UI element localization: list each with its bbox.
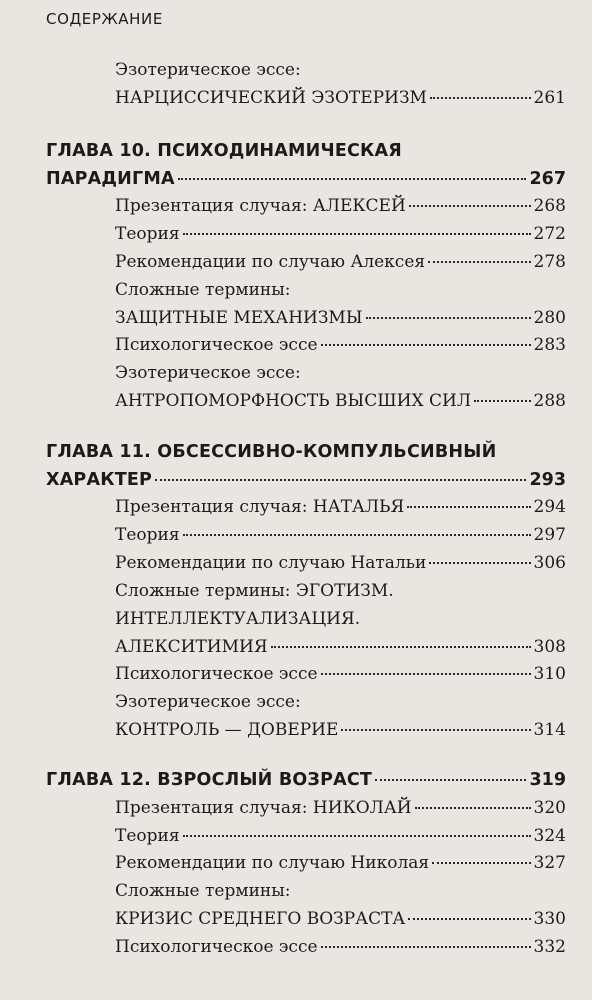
toc-entry-line <box>0 937 592 957</box>
page-number: 306 <box>533 553 566 573</box>
toc-entry-line <box>0 853 592 873</box>
page-number: 268 <box>533 196 566 216</box>
dot-leader <box>407 506 530 508</box>
toc-entry-line <box>0 525 592 545</box>
entry-title: Презентация случая: НИКОЛАЙ <box>115 798 412 818</box>
chapter-title: ХАРАКТЕР <box>46 470 153 490</box>
page-number: 293 <box>529 470 566 490</box>
page-number: 278 <box>533 252 566 272</box>
entry-title: Презентация случая: НАТАЛЬЯ <box>115 497 405 517</box>
entry-title: Эзотерическое эссе: <box>115 60 301 80</box>
entry-title: КОНТРОЛЬ — ДОВЕРИЕ <box>115 720 339 740</box>
dot-leader <box>178 178 527 180</box>
page-number: 267 <box>529 169 566 189</box>
toc-entry-line <box>0 88 592 108</box>
page-number: 288 <box>533 391 566 411</box>
toc-entry-line <box>0 335 592 355</box>
dot-leader <box>474 400 531 402</box>
toc-entry-line <box>0 391 592 411</box>
entry-title: Рекомендации по случаю Алексея <box>115 252 426 272</box>
dot-leader <box>183 233 531 235</box>
page-number: 320 <box>533 798 566 818</box>
page-number: 310 <box>533 664 566 684</box>
toc-chapter-line <box>0 770 592 790</box>
entry-title: Теория <box>115 826 180 846</box>
entry-title: Сложные термины: <box>115 280 291 300</box>
entry-title: Рекомендации по случаю Николая <box>115 853 430 873</box>
toc-chapter-line <box>0 141 592 161</box>
dot-leader <box>183 534 531 536</box>
entry-title: Эзотерическое эссе: <box>115 692 301 712</box>
page-number: 327 <box>533 853 566 873</box>
dot-leader <box>430 97 531 99</box>
page-number: 319 <box>529 770 566 790</box>
toc-entry-line <box>0 664 592 684</box>
chapter-title: ПАРАДИГМА <box>46 169 175 189</box>
toc-entry-line <box>0 252 592 272</box>
chapter-title: ГЛАВА 11. ОБСЕССИВНО-КОМПУЛЬСИВНЫЙ <box>46 442 497 462</box>
entry-title: Сложные термины: <box>115 881 291 901</box>
toc-chapter-line <box>0 470 592 490</box>
entry-title: ИНТЕЛЛЕКТУАЛИЗАЦИЯ. <box>115 609 361 629</box>
dot-leader <box>271 646 531 648</box>
page-number: 297 <box>533 525 566 545</box>
entry-title: ЗАЩИТНЫЕ МЕХАНИЗМЫ <box>115 308 363 328</box>
toc-entry-line <box>0 553 592 573</box>
entry-title: Презентация случая: АЛЕКСЕЙ <box>115 196 406 216</box>
toc-entry-line <box>0 909 592 929</box>
entry-title: Психологическое эссе <box>115 335 318 355</box>
dot-leader <box>409 205 531 207</box>
toc-entry-line <box>0 363 592 383</box>
dot-leader <box>375 779 526 781</box>
page-number: 261 <box>533 88 566 108</box>
toc-entry-line <box>0 60 592 80</box>
dot-leader <box>321 673 531 675</box>
dot-leader <box>428 261 530 263</box>
entry-title: Психологическое эссе <box>115 664 318 684</box>
toc-chapter-line <box>0 442 592 462</box>
chapter-title: ГЛАВА 12. ВЗРОСЛЫЙ ВОЗРАСТ <box>46 770 373 790</box>
entry-title: Сложные термины: ЭГОТИЗМ. <box>115 581 394 601</box>
page-number: 330 <box>533 909 566 929</box>
dot-leader <box>415 807 531 809</box>
toc-entry-line <box>0 280 592 300</box>
entry-title: Эзотерическое эссе: <box>115 363 301 383</box>
toc-entry-line <box>0 581 592 601</box>
page-number: 314 <box>533 720 566 740</box>
entry-title: Рекомендации по случаю Натальи <box>115 553 427 573</box>
entry-title: НАРЦИССИЧЕСКИЙ ЭЗОТЕРИЗМ <box>115 88 427 108</box>
toc-entry-line <box>0 826 592 846</box>
dot-leader <box>366 317 531 319</box>
dot-leader <box>408 918 530 920</box>
dot-leader <box>432 862 530 864</box>
entry-title: Теория <box>115 525 180 545</box>
dot-leader <box>341 729 530 731</box>
dot-leader <box>155 479 526 481</box>
toc-entry-line <box>0 798 592 818</box>
toc-entry-line <box>0 637 592 657</box>
toc-entry-line <box>0 881 592 901</box>
toc-entry-line <box>0 308 592 328</box>
dot-leader <box>321 344 531 346</box>
dot-leader <box>429 562 530 564</box>
page-number: 283 <box>533 335 566 355</box>
toc-entry-line <box>0 720 592 740</box>
toc-entry-line <box>0 196 592 216</box>
dot-leader <box>183 835 531 837</box>
running-head: СОДЕРЖАНИЕ <box>46 10 163 28</box>
chapter-title: ГЛАВА 10. ПСИХОДИНАМИЧЕСКАЯ <box>46 141 402 161</box>
page-number: 272 <box>533 224 566 244</box>
entry-title: АНТРОПОМОРФНОСТЬ ВЫСШИХ СИЛ <box>115 391 472 411</box>
page-number: 294 <box>533 497 566 517</box>
entry-title: Психологическое эссе <box>115 937 318 957</box>
toc-entry-line <box>0 224 592 244</box>
entry-title: АЛЕКСИТИМИЯ <box>115 637 268 657</box>
page-number: 332 <box>533 937 566 957</box>
toc-entry-line <box>0 609 592 629</box>
toc-chapter-line <box>0 169 592 189</box>
page-number: 280 <box>533 308 566 328</box>
entry-title: Теория <box>115 224 180 244</box>
toc-entry-line <box>0 497 592 517</box>
page-number: 308 <box>533 637 566 657</box>
dot-leader <box>321 946 531 948</box>
toc-entry-line <box>0 692 592 712</box>
entry-title: КРИЗИС СРЕДНЕГО ВОЗРАСТА <box>115 909 406 929</box>
page-number: 324 <box>533 826 566 846</box>
